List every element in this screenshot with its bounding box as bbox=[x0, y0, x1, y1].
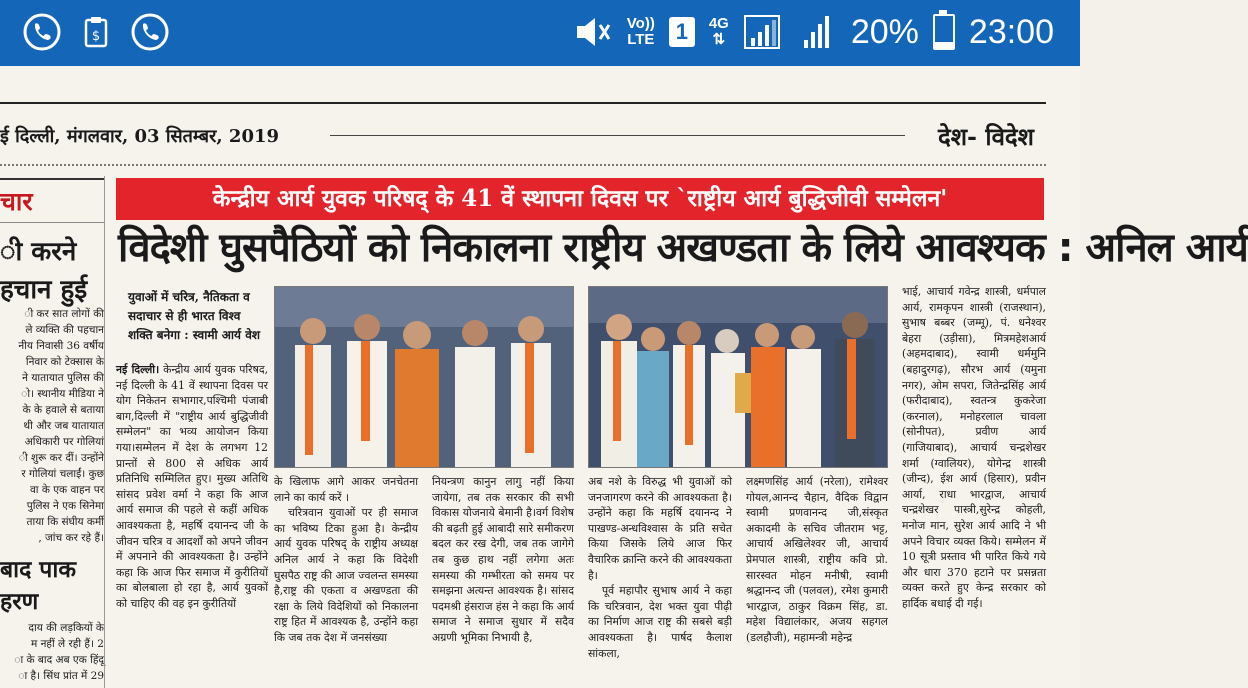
call-icon-2 bbox=[130, 12, 170, 52]
article-headline: विदेशी घुसपैठियों को निकालना राष्ट्रीय अखण्डता के लिये आवश्यक : अनिल आर्य bbox=[118, 225, 1248, 271]
col5-para1: लक्ष्मणसिंह आर्य (नरेला), रामेश्वर गोयल,आनन्द चैहान, वैदिक विद्वान स्वामी प्रणवानन्द जी,संस्कृत अकादमी के सचिव जीतराम भट्ट, आचार्य अखिलेश्वर जी, आचार्य प्रेमपाल शास्त्री, राष्ट्रीय कवि प्रो. सारस्वत मोहन मनीषी, स्वामी श्रद्धानन्द जी (पलवल), रमेश कुमारी भारद्वाज, ठाकुर विक्रम सिंह, डा. महेश विद्यालंकार, अजय सहगल (डलहौजी), महामन्त्री महेन्द्र bbox=[746, 475, 888, 644]
left-body-line: , जांच कर रहे हैं। bbox=[38, 532, 104, 544]
call-icon bbox=[22, 12, 62, 52]
signal-icon-2 bbox=[797, 12, 837, 52]
left-body-line: र गोलियां चलाईं। कुछ bbox=[21, 468, 104, 480]
left-body-line: ी शुरू कर दीं। उन्होंने bbox=[18, 452, 104, 464]
left-body-line: ताया कि संघीय कर्मी bbox=[26, 516, 104, 528]
status-bar bbox=[0, 0, 1080, 66]
status-right-icons bbox=[573, 8, 1054, 56]
left-headline-line2: हचान हुई bbox=[0, 275, 88, 305]
col2-para2: चरित्रवान युवाओं पर ही समाज का भविष्य टिका हुआ है। केन्द्रीय आर्य युवक परिषद् के राष्ट्रीय अध्यक्ष अनिल आर्य ने कहा कि विदेशी घुसपैठ राष्ट्र की आज ज्वलन्त समस्या है,राष्ट्र की एकता व अखण्डता की रक्षा के लिये विदेशियों को निकालना राष्ट्र हित में आवश्यक है, उन्होंने कहा कि जब तक देश में जनसंख्या bbox=[274, 506, 418, 644]
left-column bbox=[0, 174, 104, 688]
left-body-line: ो। स्थानीय मीडिया ने bbox=[21, 388, 104, 400]
left-body2-line: दाय की लड़कियों के bbox=[28, 622, 104, 634]
column-divider bbox=[104, 176, 105, 688]
dateline-rule bbox=[330, 135, 905, 136]
col2-para1: के खिलाफ आगे आकर जनचेतना लाने का कार्य करें । bbox=[274, 475, 418, 504]
col4-para1: अब नशे के विरुद्ध भी युवाओं को जनजागरण करने की आवश्यकता है। उन्होंने कहा कि महर्षि दयानन्द ने पाखण्ड-अन्धविश्वास के प्रति सचेत किया जिसके लिये आज फिर वैचारिक क्रान्ति करने की आवश्यकता है। bbox=[588, 475, 732, 582]
section-title: देश- विदेश bbox=[937, 122, 1034, 151]
clock: 23:00 bbox=[968, 13, 1054, 51]
article-banner: केन्द्रीय आर्य युवक परिषद् के 41 वें स्थापना दिवस पर `राष्ट्रीय आर्य बुद्धिजीवी सम्मेलन' bbox=[116, 178, 1044, 220]
left-body2-line: म नहीं ले रही हैं। 2 bbox=[30, 638, 104, 650]
article-column-2 bbox=[274, 474, 418, 646]
left-subrule bbox=[0, 222, 104, 223]
volte-indicator: Vo)) LTE bbox=[626, 15, 655, 48]
svg-text:$: $ bbox=[91, 29, 101, 44]
intro-lead: नई दिल्ली। bbox=[116, 363, 160, 376]
event-photo-2 bbox=[588, 286, 888, 468]
left-body2 bbox=[0, 620, 104, 684]
article-subhead: युवाओं में चरित्र, नैतिकता व सदाचार से ही भारत विश्व शक्ति बनेगा : स्वामी आर्य वेश bbox=[128, 290, 261, 342]
top-rule bbox=[0, 102, 1046, 104]
left-column-rule bbox=[0, 178, 104, 180]
intro-body: केन्द्रीय आर्य युवक परिषद, नई दिल्ली के 41 वें स्थापना दिवस पर योग निकेतन सभागार,पश्चिमी पंजाबी बाग,दिल्ली में "राष्ट्रीय आर्य बुद्धिजीवी सम्मेलन" का भव्य आयोजन किया गया।सम्मेलन में देश के लगभग 12 प्रान्तों से 800 से अधिक आर्य प्रतिनिधि सम्मिलित हुए। मुख्य अतिथि सांसद प्रवेश वर्मा ने कहा कि आज आर्य समाज की पहले से कहीं अधिक आवश्यकता है, महर्षि दयानन्द जी के जीवन चरित्र व आदर्शों को अपने जीवन में अपनाने की आवश्यकता है। उन्होंने कहा कि आज फिर समाज में कुरीतियों का बोलबाला हो रहा है, आर्य युवकों को चाहिए की वह इन कुरीतियों bbox=[116, 363, 268, 610]
sim-indicator: 1 bbox=[669, 17, 695, 47]
signal-icon bbox=[743, 12, 783, 52]
left-headline2-line2: हरण bbox=[0, 588, 39, 615]
col4-para2: पूर्व महापौर सुभाष आर्य ने कहा कि चरित्रवान, देश भक्त युवा पीढ़ी का निर्माण आज राष्ट्र की सबसे बड़ी आवश्यकता है। पार्षद कैलाश सांकला, bbox=[588, 584, 732, 660]
col6-para1: भाई, आचार्य गवेन्द्र शास्त्री, धर्मपाल आर्य, रामकृपन शास्त्री (राजस्थान), सुभाष बब्बर (जम्मू), पं. धनेश्वर बेहरा (उड़ीसा), मित्रमहेशआर्य (अहमदाबाद), स्वामी धर्ममुनि (बहादुरगढ़), सौरभ आर्य (यमुना नगर), ओम सपरा, जितेन्द्रसिंह आर्य (फरीदाबाद), स्वतन्त्र कुकरेजा (करनाल), मनोहरलाल चावला (सोनीपत), प्रवीण आर्य (गाजियाबाद), आचार्य चन्द्रशेखर शर्मा (ग्वालियर), योगेन्द्र शास्त्री (जीन्द), ईश आर्य (हिसार), प्रवीन आर्या, राधा भारद्वाज, आचार्य चन्द्रशेखर पास्त्री,सुरेन्द्र कोहली, मनोज मान, सुरेश आर्य आदि ने भी अपने विचार व्यक्त किये। सम्मेलन में 10 सूत्री प्रस्ताव भी पारित किये गये और धारा 370 हटाने पर प्रसन्नता व्यक्त करते हुए केन्द्र सरकार को हार्दिक बधाई दी गई। bbox=[902, 285, 1046, 610]
battery-percent: 20% bbox=[850, 13, 919, 51]
left-body-line: थी और जब यातायात bbox=[23, 420, 104, 432]
left-body-line: ी कर सात लोगों की bbox=[24, 308, 104, 320]
left-section-head: चार bbox=[0, 187, 33, 216]
left-headline-line1: ी करने bbox=[0, 237, 77, 267]
mute-icon bbox=[573, 12, 613, 52]
left-body-line: नीय निवासी 36 वर्षीय bbox=[18, 340, 104, 352]
article-column-5 bbox=[746, 474, 888, 646]
left-body-line: पुलिस ने एक सिनेमा bbox=[26, 500, 104, 512]
article-column-3 bbox=[432, 474, 574, 646]
left-body-line: ने यातायात पुलिस की bbox=[22, 372, 104, 384]
left-body bbox=[0, 306, 104, 546]
left-body2-line: ा के बाद अब एक हिंदू bbox=[14, 654, 104, 666]
network-type: 4G ⇅ bbox=[708, 15, 729, 48]
clipboard-dollar-icon bbox=[76, 12, 116, 52]
left-body2-line: ा है। सिंध प्रांत में 29 bbox=[18, 670, 104, 682]
dateline: ई दिल्ली, मंगलवार, 03 सितम्बर, 2019 bbox=[0, 126, 280, 147]
article-intro bbox=[116, 362, 268, 612]
left-body-line: वा के एक वाहन पर bbox=[29, 484, 104, 496]
article-column-4 bbox=[588, 474, 732, 661]
event-photo-1 bbox=[274, 286, 574, 468]
article-column-6 bbox=[902, 284, 1046, 611]
left-body-line: निवार को टेक्सास के bbox=[25, 356, 104, 368]
left-body-line: ले व्यक्ति की पहचान bbox=[25, 324, 104, 336]
left-body-line: के के हवाले से बताया bbox=[22, 404, 104, 416]
status-left-icons bbox=[22, 12, 170, 52]
dotted-divider bbox=[0, 164, 1046, 166]
battery-icon bbox=[933, 14, 955, 50]
left-body-line: अधिकारी पर गोलियां bbox=[24, 436, 104, 448]
col3-para1: नियन्त्रण कानुन लागु नहीं किया जायेगा, तब तक सरकार की सभी विकास योजनाये बेमानी है।वर्ग विशेष की बढ़ती हुई आबादी सारे समीकरण बदल कर रख देगी, जब तक जागेगे तब कुछ हाथ नहीं लगेगा अतः समस्या की गम्भीरता को समय पर समझना अत्यन्त आवश्यक है। सांसद पदमश्री हंसराज हंस ने कहा कि आर्य समाज ने समाज सुधार में सदैव अग्रणी भूमिका निभायी है, bbox=[432, 475, 574, 644]
left-headline2-line1: बाद पाक bbox=[0, 556, 76, 583]
